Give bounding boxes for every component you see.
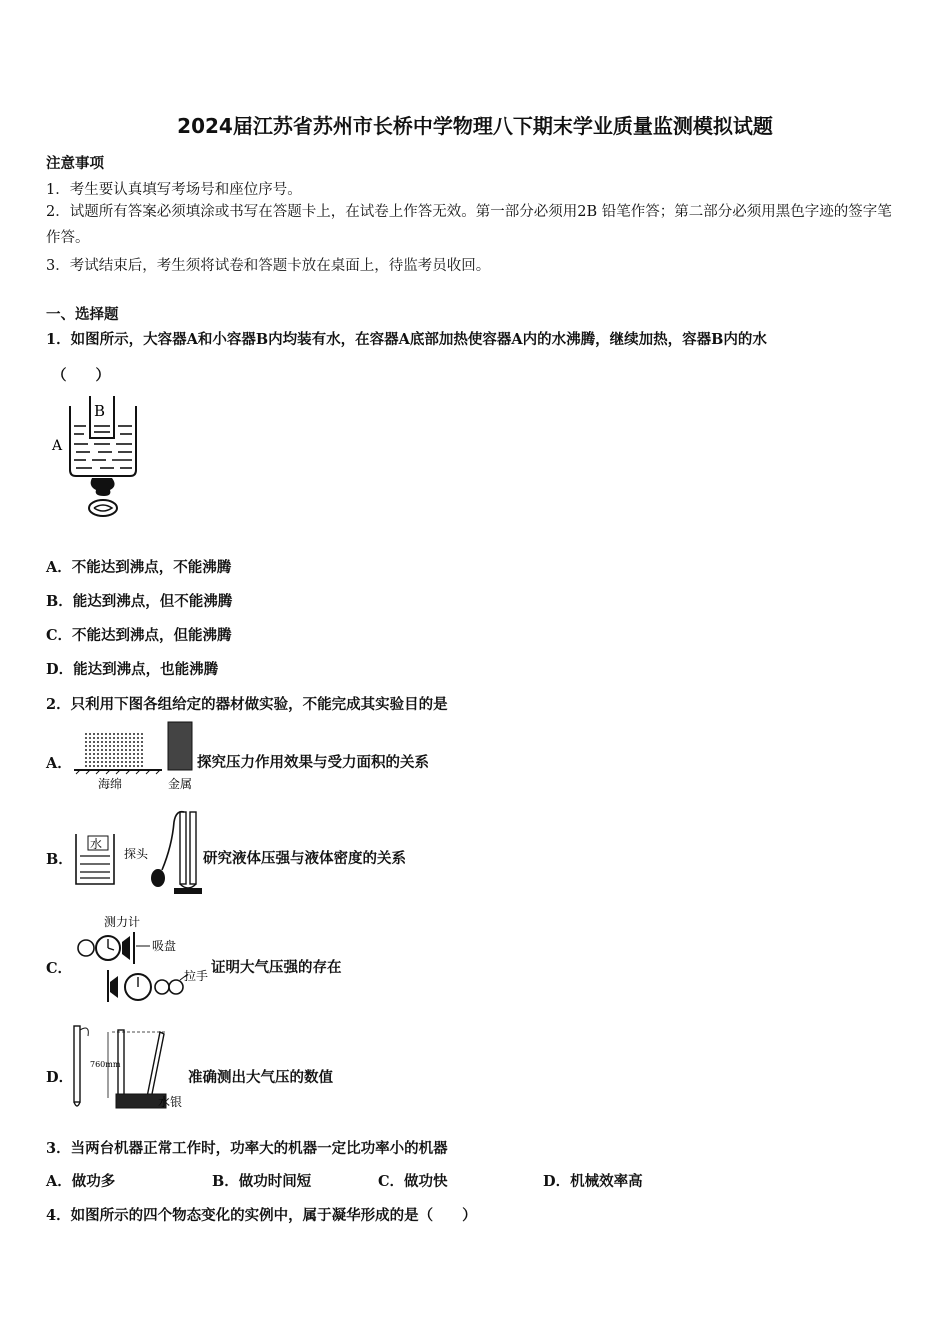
- q1-option-c: C．不能达到沸点，但能沸腾: [46, 627, 232, 644]
- q1-boiling-figure: [48, 392, 158, 524]
- q1-stem: 1．如图所示，大容器A和小容器B内均装有水，在容器A底部加热使容器A内的水沸腾，继续加热，容器B内的水: [46, 331, 767, 348]
- q3-option-b: B．做功时间短: [212, 1173, 312, 1190]
- q2-option-c-text: 证明大气压强的存在: [211, 959, 342, 976]
- q1-option-b: B．能达到沸点，但不能沸腾: [46, 593, 233, 610]
- q3-option-d: D．机械效率高: [543, 1173, 643, 1190]
- q3-option-a: A．做功多: [46, 1173, 116, 1190]
- q2-caption-suction: 吸盘: [152, 939, 177, 953]
- q2-caption-760mm: 760mm: [90, 1060, 121, 1069]
- q2-caption-handle: 拉手: [184, 969, 209, 983]
- q1-blank: （ ）: [52, 367, 110, 384]
- q2-option-a-figure: [72, 720, 197, 792]
- q2-caption-probe: 探头: [124, 847, 149, 861]
- section-heading: 一、选择题: [46, 306, 119, 323]
- q2-caption-water: 水: [90, 837, 103, 851]
- notice-item-3: 3．考试结束后，考生须将试卷和答题卡放在桌面上，待监考员收回。: [46, 258, 491, 274]
- q1-option-d: D．能达到沸点，也能沸腾: [46, 661, 219, 678]
- q2-option-b-figure: [70, 806, 205, 898]
- q2-option-a-text: 探究压力作用效果与受力面积的关系: [197, 754, 429, 771]
- notice-heading: 注意事项: [46, 155, 104, 172]
- q2-caption-sponge: 海绵: [98, 777, 123, 791]
- page-title: 2024届江苏省苏州市长桥中学物理八下期末学业质量监测模拟试题: [177, 114, 773, 138]
- q3-option-c: C．做功快: [378, 1173, 448, 1190]
- q2-option-d-figure: [68, 1022, 193, 1114]
- q2-option-d-label: D．: [46, 1069, 74, 1086]
- q2-caption-mercury: 水银: [158, 1095, 183, 1109]
- q2-option-b-text: 研究液体压强与液体密度的关系: [203, 850, 406, 867]
- q2-caption-dynamometer: 测力计: [104, 915, 141, 929]
- q1-option-a: A．不能达到沸点，不能沸腾: [46, 559, 232, 576]
- q2-option-d-text: 准确测出大气压的数值: [188, 1069, 333, 1086]
- q1-label-a: A: [52, 438, 63, 454]
- q2-option-b-label: B．: [46, 851, 73, 868]
- q2-option-a-label: A．: [46, 755, 72, 772]
- q2-option-c-figure: [72, 912, 212, 1008]
- q3-stem: 3．当两台机器正常工作时，功率大的机器一定比功率小的机器: [46, 1140, 448, 1157]
- notice-item-1: 1．考生要认真填写考场号和座位序号。: [46, 182, 302, 198]
- q4-stem: 4．如图所示的四个物态变化的实例中，属于凝华形成的是（ ）: [46, 1207, 477, 1224]
- q2-option-c-label: C．: [46, 960, 73, 977]
- q2-stem: 2．只利用下图各组给定的器材做实验，不能完成其实验目的是: [46, 696, 448, 713]
- notice-item-2: 2．试题所有答案必须填涂或书写在答题卡上，在试卷上作答无效。第一部分必须用2B 铅笔作答；第二部分必须用黑色字迹的签字笔作答。: [46, 204, 892, 246]
- q1-label-b: B: [94, 402, 106, 420]
- q2-caption-metal: 金属: [168, 777, 193, 791]
